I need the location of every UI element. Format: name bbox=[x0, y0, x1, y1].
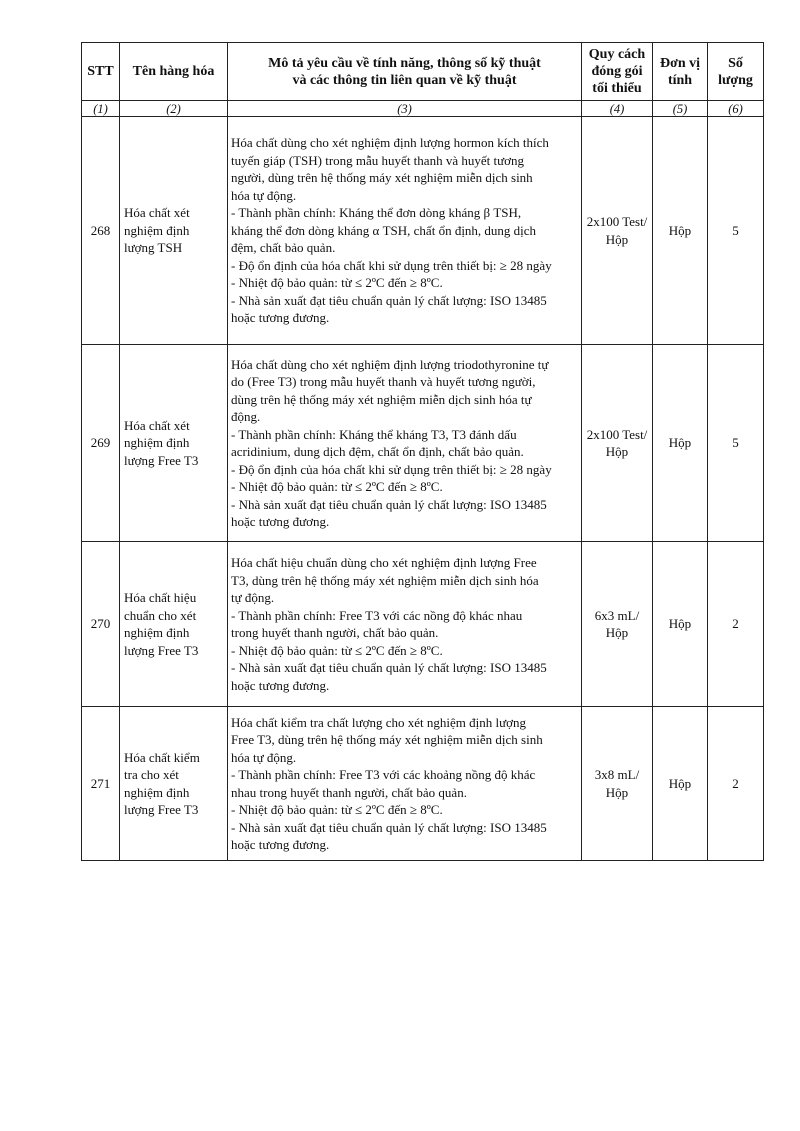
row-description: Hóa chất kiểm tra chất lượng cho xét nghiệm định lượng Free T3, dùng trên hệ thống máy xét nghiệm miễn dịch sinh hóa tự động. - Thành phần chính: Free T3 với các khoảng nồng độ khác nhau trong huyết thanh người, chất bảo quản. - Nhiệt độ bảo quản: từ ≤ 2ºC đến ≥ 8ºC. - Nhà sản xuất đạt tiêu chuẩn quản lý chất lượng: ISO 13485 hoặc tương đương. bbox=[228, 707, 582, 861]
row-item-name: Hóa chất hiệu chuẩn cho xét nghiệm định lượng Free T3 bbox=[120, 542, 228, 707]
header-packaging: Quy cách đóng gói tối thiểu bbox=[582, 43, 653, 101]
row-quantity: 2 bbox=[708, 542, 764, 707]
row-item-name: Hóa chất xét nghiệm định lượng TSH bbox=[120, 117, 228, 345]
row-quantity: 2 bbox=[708, 707, 764, 861]
row-unit: Hộp bbox=[653, 542, 708, 707]
column-number: (5) bbox=[653, 101, 708, 117]
column-number: (2) bbox=[120, 101, 228, 117]
header-quantity: Số lượng bbox=[708, 43, 764, 101]
row-packaging: 3x8 mL/ Hộp bbox=[582, 707, 653, 861]
column-number: (3) bbox=[228, 101, 582, 117]
header-stt: STT bbox=[82, 43, 120, 101]
row-item-name: Hóa chất kiểm tra cho xét nghiệm định lượng Free T3 bbox=[120, 707, 228, 861]
table-row bbox=[82, 707, 764, 861]
row-unit: Hộp bbox=[653, 345, 708, 542]
table-row bbox=[82, 542, 764, 707]
row-stt: 271 bbox=[82, 707, 120, 861]
row-packaging: 2x100 Test/ Hộp bbox=[582, 117, 653, 345]
row-description: Hóa chất dùng cho xét nghiệm định lượng hormon kích thích tuyến giáp (TSH) trong mẫu huyết thanh và huyết tương người, dùng trên hệ thống máy xét nghiệm miễn dịch sinh hóa tự động. - Thành phần chính: Kháng thể đơn dòng kháng β TSH, kháng thể đơn dòng kháng α TSH, chất ổn định, dung dịch đệm, chất bảo quản. - Độ ổn định của hóa chất khi sử dụng trên thiết bị: ≥ 28 ngày - Nhiệt độ bảo quản: từ ≤ 2ºC đến ≥ 8ºC. - Nhà sản xuất đạt tiêu chuẩn quản lý chất lượng: ISO 13485 hoặc tương đương. bbox=[228, 117, 582, 345]
header-name: Tên hàng hóa bbox=[120, 43, 228, 101]
row-packaging: 2x100 Test/ Hộp bbox=[582, 345, 653, 542]
specification-table bbox=[81, 42, 764, 861]
column-number: (1) bbox=[82, 101, 120, 117]
row-quantity: 5 bbox=[708, 345, 764, 542]
table-row bbox=[82, 117, 764, 345]
row-unit: Hộp bbox=[653, 707, 708, 861]
row-stt: 268 bbox=[82, 117, 120, 345]
row-description: Hóa chất dùng cho xét nghiệm định lượng triodothyronine tự do (Free T3) trong mẫu huyết thanh và huyết tương người, dùng trên hệ thống máy xét nghiệm miễn dịch sinh hóa tự động. - Thành phần chính: Kháng thể kháng T3, T3 đánh dấu acridinium, dung dịch đệm, chất ổn định, chất bảo quản. - Độ ổn định của hóa chất khi sử dụng trên thiết bị: ≥ 28 ngày - Nhiệt độ bảo quản: từ ≤ 2ºC đến ≥ 8ºC. - Nhà sản xuất đạt tiêu chuẩn quản lý chất lượng: ISO 13485 hoặc tương đương. bbox=[228, 345, 582, 542]
header-row bbox=[82, 43, 764, 101]
row-unit: Hộp bbox=[653, 117, 708, 345]
table-row bbox=[82, 345, 764, 542]
row-item-name: Hóa chất xét nghiệm định lượng Free T3 bbox=[120, 345, 228, 542]
row-packaging: 6x3 mL/ Hộp bbox=[582, 542, 653, 707]
row-quantity: 5 bbox=[708, 117, 764, 345]
header-description: Mô tả yêu cầu về tính năng, thông số kỹ thuật và các thông tin liên quan về kỹ thuật bbox=[228, 43, 582, 101]
row-stt: 269 bbox=[82, 345, 120, 542]
column-number: (6) bbox=[708, 101, 764, 117]
row-stt: 270 bbox=[82, 542, 120, 707]
column-number-row bbox=[82, 101, 764, 117]
column-number: (4) bbox=[582, 101, 653, 117]
header-unit: Đơn vị tính bbox=[653, 43, 708, 101]
row-description: Hóa chất hiệu chuẩn dùng cho xét nghiệm định lượng Free T3, dùng trên hệ thống máy xét nghiệm miễn dịch sinh hóa tự động. - Thành phần chính: Free T3 với các nồng độ khác nhau trong huyết thanh người, chất bảo quản. - Nhiệt độ bảo quản: từ ≤ 2ºC đến ≥ 8ºC. - Nhà sản xuất đạt tiêu chuẩn quản lý chất lượng: ISO 13485 hoặc tương đương. bbox=[228, 542, 582, 707]
